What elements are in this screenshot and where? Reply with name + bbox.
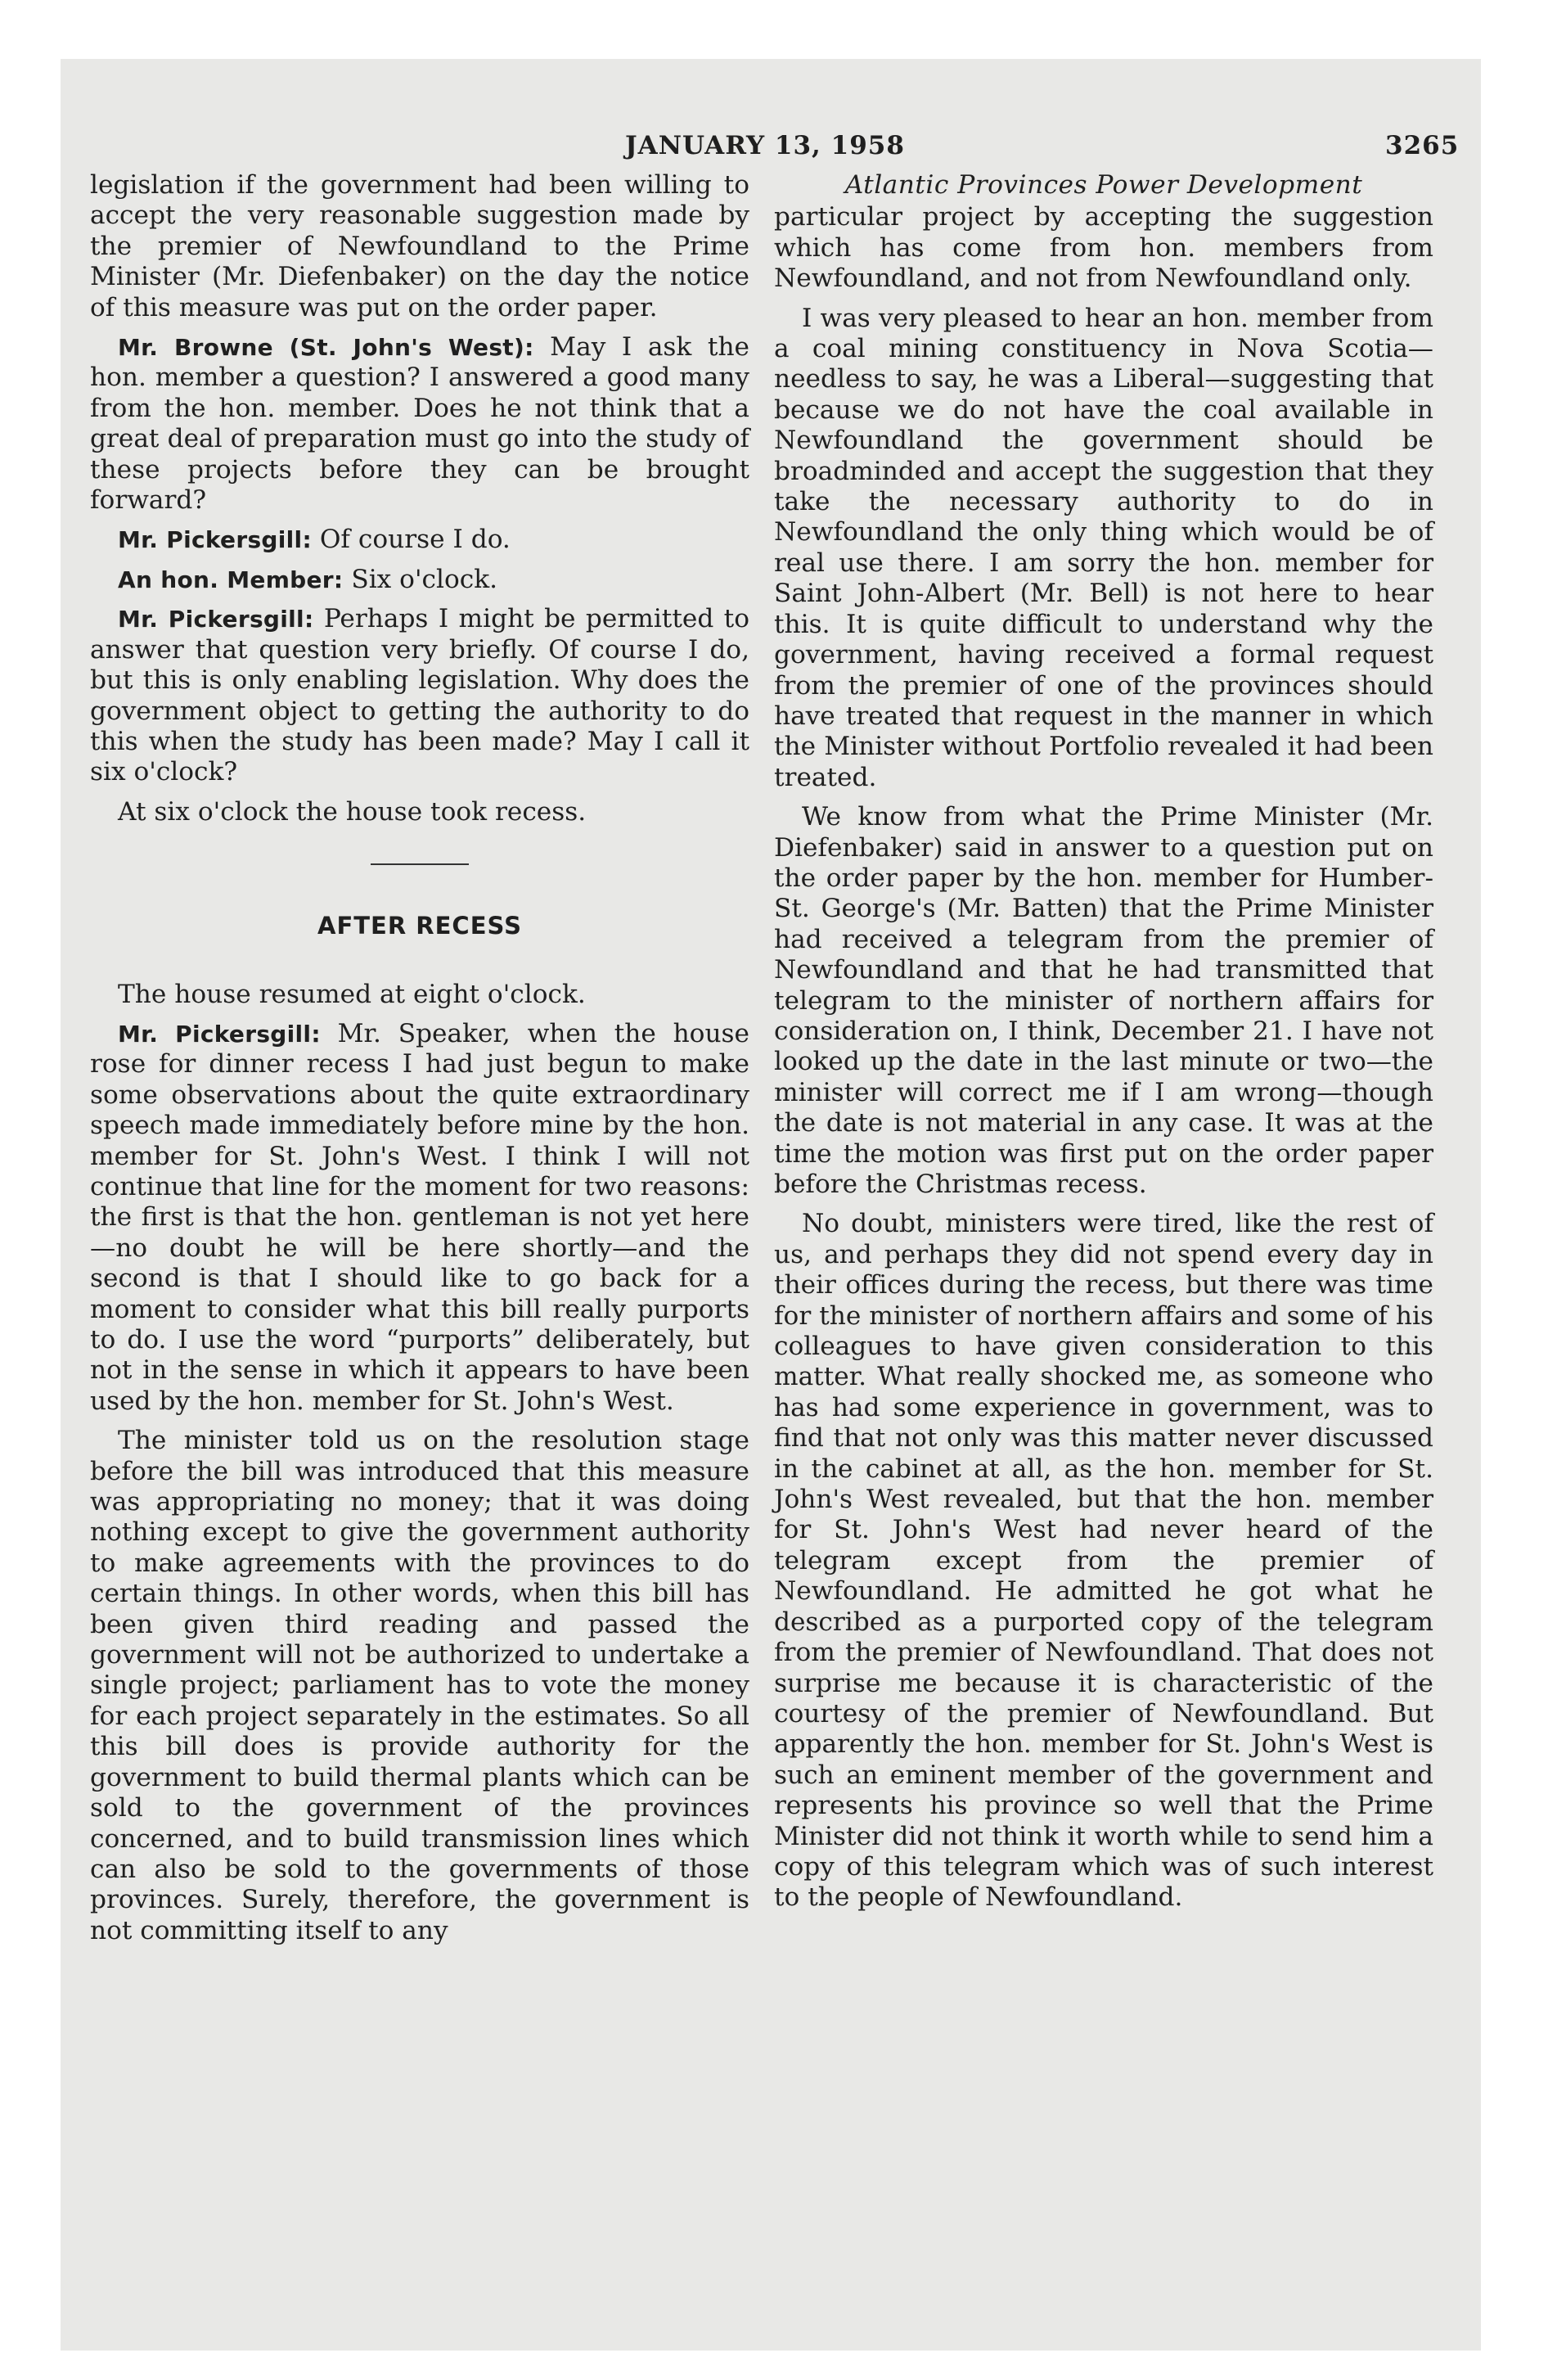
paragraph: The house resumed at eight o'clock.: [118, 979, 586, 1009]
paragraph: legislation if the government had been willing to accept the very reasonable suggestion made by the premier of Newfoundland to the Prime Minister (Mr. Diefenbaker) on the day the notice of this measure was put on the order paper.: [90, 170, 749, 322]
speech-text: Mr. Speaker, when the house rose for dinner recess I had just begun to make some observations about the quite extraordinary speech made immediately before mine by the hon. member for St. John's West. I think I will not continue that line for the moment for two reasons: the first is that the hon. gentleman is not yet here —no doubt he will be here shortly—and the second is that I should like to go back for a moment to consider what this bill really purports to do. I use the word “purports” deliberately, but not in the sense in which it appears to have been used by the hon. member for St. John's West.: [90, 1018, 749, 1416]
speaker-name: Mr. Pickersgill:: [118, 1020, 321, 1048]
speaker-name: Mr. Browne (St. John's West):: [118, 334, 534, 362]
page-header: [0, 131, 1548, 172]
paragraph: [90, 1019, 749, 1417]
right-column: [774, 170, 1433, 1922]
speaker-name: An hon. Member:: [118, 566, 344, 593]
running-subtitle: Atlantic Provinces Power Development: [844, 170, 1363, 200]
page-number: 3265: [1385, 131, 1460, 160]
speech-text: Six o'clock.: [343, 564, 498, 594]
section-divider: [371, 863, 469, 865]
speaker-name: Mr. Pickersgill:: [118, 606, 314, 633]
paragraph: [90, 332, 749, 516]
paragraph: I was very pleased to hear an hon. member from a coal mining constituency in Nova Scotia—needless to say, he was a Liberal—suggesting that because we do not have the coal available in Newfoundland the government should be broadminded and accept the suggestion that they take the necessary authority to do in Newfoundland the only thing which would be of real use there. I am sorry the hon. member for Saint John-Albert (Mr. Bell) is not here to hear this. It is quite difficult to understand why the government, having received a formal request from the premier of one of the provinces should have treated that request in the manner in which the Minister without Portfolio revealed it had been treated.: [774, 303, 1433, 792]
paragraph: We know from what the Prime Minister (Mr. Diefenbaker) said in answer to a question put on the order paper by the hon. member for Humber-St. George's (Mr. Batten) that the Prime Minister had received a telegram from the premier of Newfoundland and that he had transmitted that telegram to the minister of northern affairs for consideration on, I think, December 21. I have not looked up the date in the last minute or two—the minister will correct me if I am wrong—though the date is not material in any case. It was at the time the motion was first put on the order paper before the Christmas recess.: [774, 802, 1433, 1199]
section-heading: AFTER RECESS: [317, 912, 522, 940]
speaker-name: Mr. Pickersgill:: [118, 526, 312, 554]
speech-text: Of course I do.: [311, 525, 511, 555]
paragraph: No doubt, ministers were tired, like the rest of us, and perhaps they did not spend every day in their offices during the recess, but there was time for the minister of northern affairs and some of his colleagues to have given consideration to this matter. What really shocked me, as someone who has had some experience in government, was to find that not only was this matter never discussed in the cabinet at all, as the hon. member for St. John's West revealed, but that the hon. member for St. John's West had never heard of the telegram except from the premier of Newfoundland. He admitted he got what he described as a purported copy of the telegram from the premier of Newfoundland. That does not surprise me because it is characteristic of the courtesy of the premier of Newfoundland. But apparently the hon. member for St. John's West is such an eminent member of the government and represents his province so well that the Prime Minister did not think it worth while to send him a copy of this telegram which was of such interest to the people of Newfoundland.: [774, 1209, 1433, 1913]
paragraph: [90, 525, 749, 555]
speech-text: May I ask the hon. member a question? I answered a good many from the hon. member. Does he not think that a great deal of preparation must go into the study of these projects before they can be brought forward?: [90, 332, 749, 516]
speech-text: Perhaps I might be permitted to answer that question very briefly. Of course I do, but this is only enabling legislation. Why does the government object to getting the authority to do this when the study has been made? May I call it six o'clock?: [90, 604, 749, 787]
paragraph: [90, 604, 749, 787]
paragraph: [90, 565, 749, 595]
header-date: JANUARY 13, 1958: [625, 131, 905, 160]
paragraph: particular project by accepting the suggestion which has come from hon. members from Newfoundland, and not from Newfoundland only.: [774, 202, 1433, 294]
paragraph: At six o'clock the house took recess.: [118, 796, 587, 827]
left-column: [90, 170, 749, 1955]
paragraph: The minister told us on the resolution stage before the bill was introduced that this measure was appropriating no money; that it was doing nothing except to give the government authority to make agreements with the provinces to do certain things. In other words, when this bill has been given third reading and passed the government will not be authorized to undertake a single project; parliament has to vote the money for each project separately in the estimates. So all this bill does is provide authority for the government to build thermal plants which can be sold to the government of the provinces concerned, and to build transmission lines which can also be sold to the governments of those provinces. Surely, therefore, the government is not committing itself to any: [90, 1426, 749, 1945]
